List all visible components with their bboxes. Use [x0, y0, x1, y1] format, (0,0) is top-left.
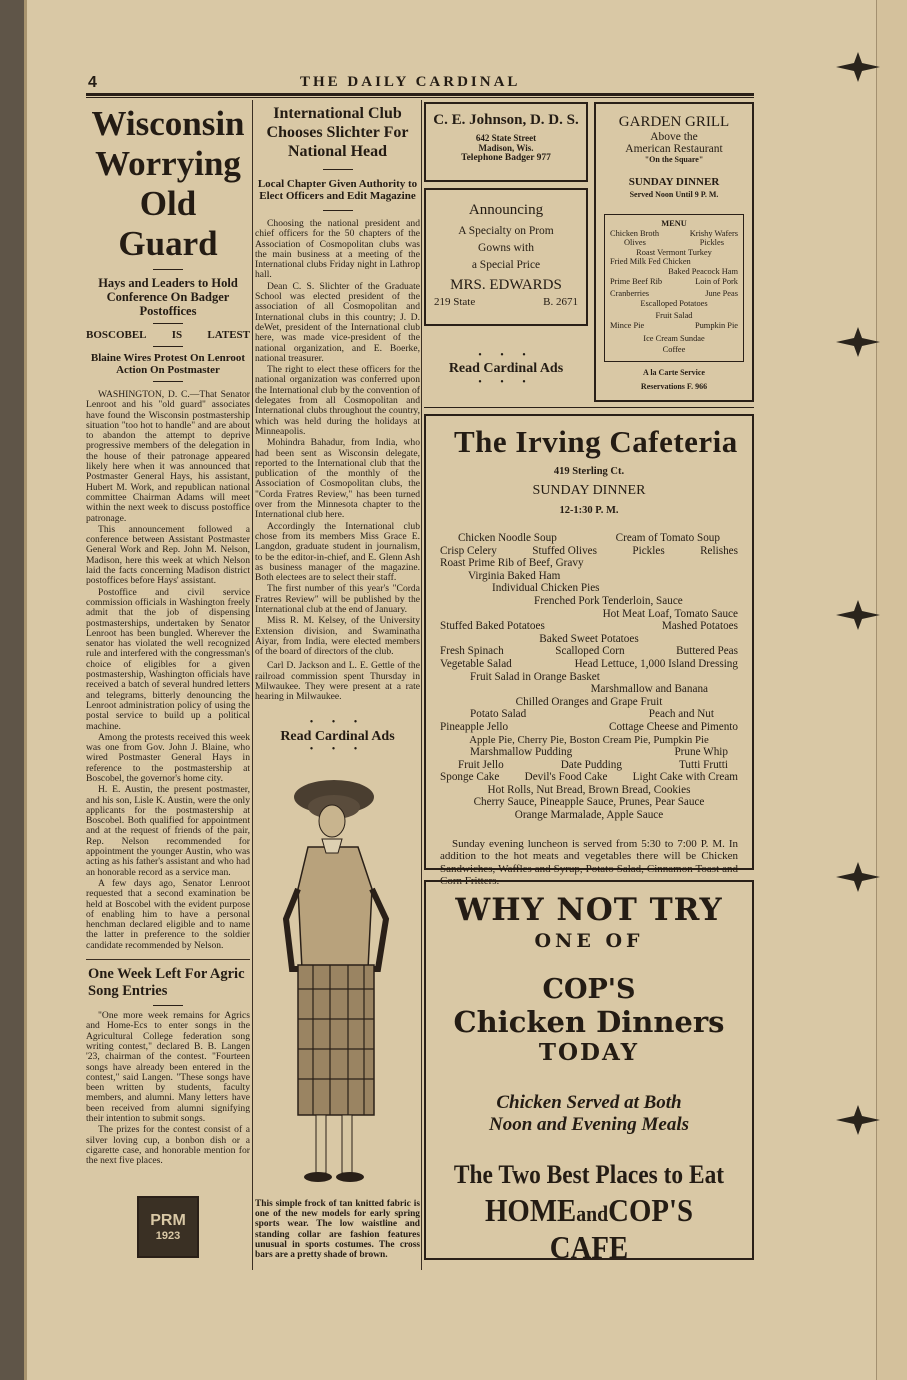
binding-hole-icon: [836, 327, 880, 357]
article1-headline: Wisconsin Worrying Old Guard: [91, 104, 245, 263]
article1-subhead2: Blaine Wires Protest On Lenroot Action On Postmaster: [90, 352, 246, 376]
article3-body: Choosing the national president and chief officers for the 50 chapters of the Association of Cosmopolitan clubs was the main business at a meeting of the International clubs Friday night in Lathrop hall. Dean C. S. Slichter of the Graduate School was elected president of the association of all Cosmopolitan and International clubs in this country; J. D. deWet, president of the International club here, was made vice-president of the national organization, and E. Boerke, national treasurer. The right to elect these officers for the national organization was conferred upon the International club by the convention of delegates from all Cosmopolitan and International clubs throughout the country, which was held during the holidays at Minneapolis. Mohindra Bahadur, from India, who had been sent as Wisconsin delegate, reported to the International club that the publication of the monthly of the Association of Cosmopolitan clubs, the "Corda Fratres Review," has been turned over from the Minnesota chapter to the International club here. Accordingly the International club chose from its members Miss Grace E. Langdon, graduate student in journalism, to be the editor-in-chief, and E. Glenn Ash as business manager of the magazine. Both electees are to select their staff. The first number of this year's "Corda Fratres Review" will be published by the International club at the end of January. Miss R. M. Kelsey, of the University Extension division, and Swaminatha Aiyar, from India, were elected members of the board of directors of the club. Carl D. Jackson and L. E. Gettle of the railroad commission spent Thursday in Milwaukee. They were present at a rate hearing in Milwaukee.: [255, 218, 420, 703]
article1-body: WASHINGTON, D. C.—That Senator Lenroot and his "old guard" associates have found the Wisconsin postmastership situation "too hot to handle" and are about to abandon the attempt to deprive progressive members of the delegation in the house of their patronage appeared likely here when it was announced that Postmaster General Hays, his assistant, Hubert M. Work, and republican national committee Chairman Adams will meet within the next week to discuss postoffice patronage. This announcement followed a conference between Assistant Postmaster General Work and Rep. John M. Nelson, Madison, here this week at which Nelson laid the facts concerning Madison district postoffices before Hays' assistant. Postoffice and civil service commission officials in Washington freely admit that the job of dispensing postmasterships, undertaken by Senator Lenroot has been bungled. Wherever the senator has violated the well recognized rule and interfered with the congressman's choice of eligibles for a given postmastership, Washington officials have received a batch of several hundred letters and telegrams, bitterly denouncing the Lenroot administration policy of using the postal service to build up a political machine. Among the protests received this week was one from Gov. John J. Blaine, who wired Postmaster General Hays in reference to the postmastership at Boscobel, the governor's home city. H. E. Austin, the present postmaster, and his son, Lisle K. Austin, were the only applicants for the postmastership at Boscobel. Both qualified for appointment and at the request of friends of the pair, Rep. Nelson recommended for appointment the younger Austin, who was acting as his father's assistant and who had an honorable record as a service man. A few days ago, Senator Lenroot requested that a second examination be held at Boscobel with the evident purpose of enabling him to have a personal henchman declared eligible and to name the latter in preference to the soldier candidate recommended by Nelson.: [86, 389, 250, 951]
cops-cafe-ad: WHY NOT TRY ONE OF COP'S Chicken Dinners TODAY Chicken Served at Both Noon and Evening Meals The Two Best Places to Eat HOMEandCOP'S CAFE: [424, 880, 754, 1260]
irving-note: Sunday evening luncheon is served from 5:30 to 7:00 P. M. In addition to the hot meats and vegetables there will be Chicken Sandwiches, Waffles and Syrup, Potato Salad, Cinnamon Toast and Corn Fritters.: [440, 837, 738, 888]
column-1: [86, 104, 250, 1258]
illustration-caption: This simple frock of tan knitted fabric is one of the new models for early spring sports wear. The low waistline and standing collar are fashion features unusual in sports costumes. The cross bars are a pretty shade of brown.: [255, 1198, 420, 1261]
binding-hole-icon: [836, 1105, 880, 1135]
page-number: 4: [88, 74, 97, 91]
binding-hole-icon: [836, 52, 880, 82]
masthead-title: THE DAILY CARDINAL: [300, 74, 521, 90]
irving-cafeteria-ad: The Irving Cafeteria 419 Sterling Ct. SUNDAY DINNER 12-1:30 P. M. Chicken Noodle Soup Cream of Tomato Soup Crisp Celery Stuffed Olives Pickles Relishes Roast Prime Rib of Beef, Gravy Virginia Baked Ham Individual Chicken Pies Frenched Pork Tenderloin, Sauce Hot Meat Loaf, Tomato Sauce Stuffed Baked Potatoes Mashed Potatoes Baked Sweet Potatoes Fresh Spinach Scalloped Corn Buttered Peas Vegetable Salad Head Lettuce, 1,000 Island Dressing Fruit Salad in Orange Basket Marshmallow and Banana Chilled Oranges and Grape Fruit Potato Salad Peach and Nut Pineapple Jello Cottage Cheese and Pimento Apple Pie, Cherry Pie, Boston Cream Pie, Pumpkin Pie Marshmallow Pudding Prune Whip Fruit Jello Date Pudding Tutti Frutti Sponge Cake Devil's Food Cake Light Cake with Cream Hot Rolls, Nut Bread, Brown Bread, Cookies Cherry Sauce, Pineapple Sauce, Prunes, Pear Sauce Orange Marmalade, Apple Sauce Sunday evening luncheon is served from 5:30 to 7:00 P. M. In addition to the hot meats and vegetables there will be Chicken Sandwiches, Waffles and Syrup, Potato Salad, Cinnamon Toast and Corn Fritters.: [424, 414, 754, 870]
masthead-rule-thin: [86, 97, 754, 98]
column-rule: [252, 100, 253, 1270]
article2-headline: One Week Left For Agric Song Entries: [88, 966, 245, 1000]
article3-subhead: Local Chapter Given Authority to Elect Officers and Edit Magazine: [257, 178, 418, 202]
binding-hole-icon: [836, 600, 880, 630]
edwards-ad: Announcing A Specialty on Prom Gowns with a Special Price MRS. EDWARDS 219 State B. 2671: [424, 188, 588, 326]
irving-menu: Chicken Noodle Soup Cream of Tomato Soup Crisp Celery Stuffed Olives Pickles Relishes Roast Prime Rib of Beef, Gravy Virginia Baked Ham Individual Chicken Pies Frenched Pork Tenderloin, Sauce Hot Meat Loaf, Tomato Sauce Stuffed Baked Potatoes Mashed Potatoes Baked Sweet Potatoes Fresh Spinach Scalloped Corn Buttered Peas Vegetable Salad Head Lettuce, 1,000 Island Dressing Fruit Salad in Orange Basket Marshmallow and Banana Chilled Oranges and Grape Fruit Potato Salad Peach and Nut Pineapple Jello Cottage Cheese and Pimento Apple Pie, Cherry Pie, Boston Cream Pie, Pumpkin Pie Marshmallow Pudding Prune Whip Fruit Jello Date Pudding Tutti Frutti Sponge Cake Devil's Food Cake Light Cake with Cream Hot Rolls, Nut Bread, Brown Bread, Cookies Cherry Sauce, Pineapple Sauce, Prunes, Pear Sauce Orange Marmalade, Apple Sauce: [440, 532, 738, 822]
article3-headline: International Club Chooses Slichter For National Head: [266, 105, 409, 160]
fashion-illustration: [268, 769, 408, 1193]
binding-hole-icon: [836, 862, 880, 892]
scan-background: [0, 0, 24, 1380]
column-2: International Club Chooses Slichter For National Head Local Chapter Given Authority to Elect Officers and Edit Magazine Choosing the national president and chief officers for the 50 chapters of the Association of Cosmopolitan clubs was the main business at a meeting of the International clubs Friday night in Lathrop hall. Dean C. S. Slichter of the Graduate School was elected president of the association of all Cosmopolitan and International clubs in this country; J. D. deWet, president of the International club here, was made vice-president of the national organization, and E. Boerke, national treasurer. The right to elect these officers for the national organization was conferred upon the International club by the convention of delegates from all Cosmopolitan and International clubs throughout the country, which was held during the holidays at Minneapolis. Mohindra Bahadur, from India, who had been sent as Wisconsin delegate, reported to the International club that the publication of the monthly of the Association of Cosmopolitan clubs, the "Corda Fratres Review," has been turned over from the Minnesota chapter to the International club here. Accordingly the International club chose from its members Miss Grace E. Langdon, graduate student in journalism, to be the editor-in-chief, and E. Glenn Ash as business manager of the magazine. Both electees are to select their staff. The first number of this year's "Corda Fratres Review" will be published by the International club at the end of January. Miss R. M. Kelsey, of the University Extension division, and Swaminatha Aiyar, from India, were elected members of the board of directors of the club. Carl D. Jackson and L. E. Gettle of the railroad commission spent Thursday in Milwaukee. They were present at a rate hearing in Milwaukee. • • • Read Cardinal Ads • • • This simple frock of tan knitted fabric is one of the new models for early spring sports wear. The low waistline and standing collar are fashion features unusual in sports costumes. The cross bars are a pretty shade of brown.: [255, 105, 420, 1261]
column-rule: [421, 100, 422, 1270]
article2-body: "One more week remains for Agrics and Home-Ecs to enter songs in the Agricultural College federation song writing contest," declared B. B. Langen '23, chairman of the contest. "Fourteen songs have already been entered in the contest," said Langen. "These songs have been written by students, faculty members, and alumni. Many letters have been received from alumni signifying their intention to submit songs. The prizes for the contest consist of a silver loving cup, a bonbon dish or a cigarette case, and honorable mention for the next five places.: [86, 1010, 250, 1167]
article1-subhead: Hays and Leaders to Hold Conference On Badger Postoffices: [98, 276, 238, 318]
prom-emblem: PRM 1923: [137, 1196, 199, 1258]
article1-dateline: BOSCOBEL IS LATEST: [86, 329, 250, 341]
garden-menu: MENU Chicken Broth Krishy Wafers Olives Pickles Roast Vermont Turkey Fried Milk Fed Chicken Baked Peacock Ham Prime Beef Rib Loin of Pork Cranberries June Peas Escalloped Potatoes Fruit Salad Mince Pie Pumpkin Pie Ice Cream Sundae Coffee: [604, 214, 744, 362]
garden-grill-ad: GARDEN GRILL Above the American Restaurant "On the Square" SUNDAY DINNER Served Noon Until 9 P. M. MENU Chicken Broth Krishy Wafers Olives Pickles Roast Vermont Turkey Fried Milk Fed Chicken Baked Peacock Ham Prime Beef Rib Loin of Pork Cranberries June Peas Escalloped Potatoes Fruit Salad Mince Pie Pumpkin Pie Ice Cream Sundae Coffee A la Carte Service Reservations F. 966: [594, 102, 754, 402]
read-cardinal-ads: Read Cardinal Ads: [280, 728, 395, 744]
masthead-rule: [86, 93, 754, 96]
next-page-edge: [876, 0, 907, 1380]
read-ads-box: • • • Read Cardinal Ads • • •: [448, 350, 564, 388]
johnson-ad: C. E. Johnson, D. D. S. 642 State Street Madison, Wis. Telephone Badger 977: [424, 102, 588, 182]
